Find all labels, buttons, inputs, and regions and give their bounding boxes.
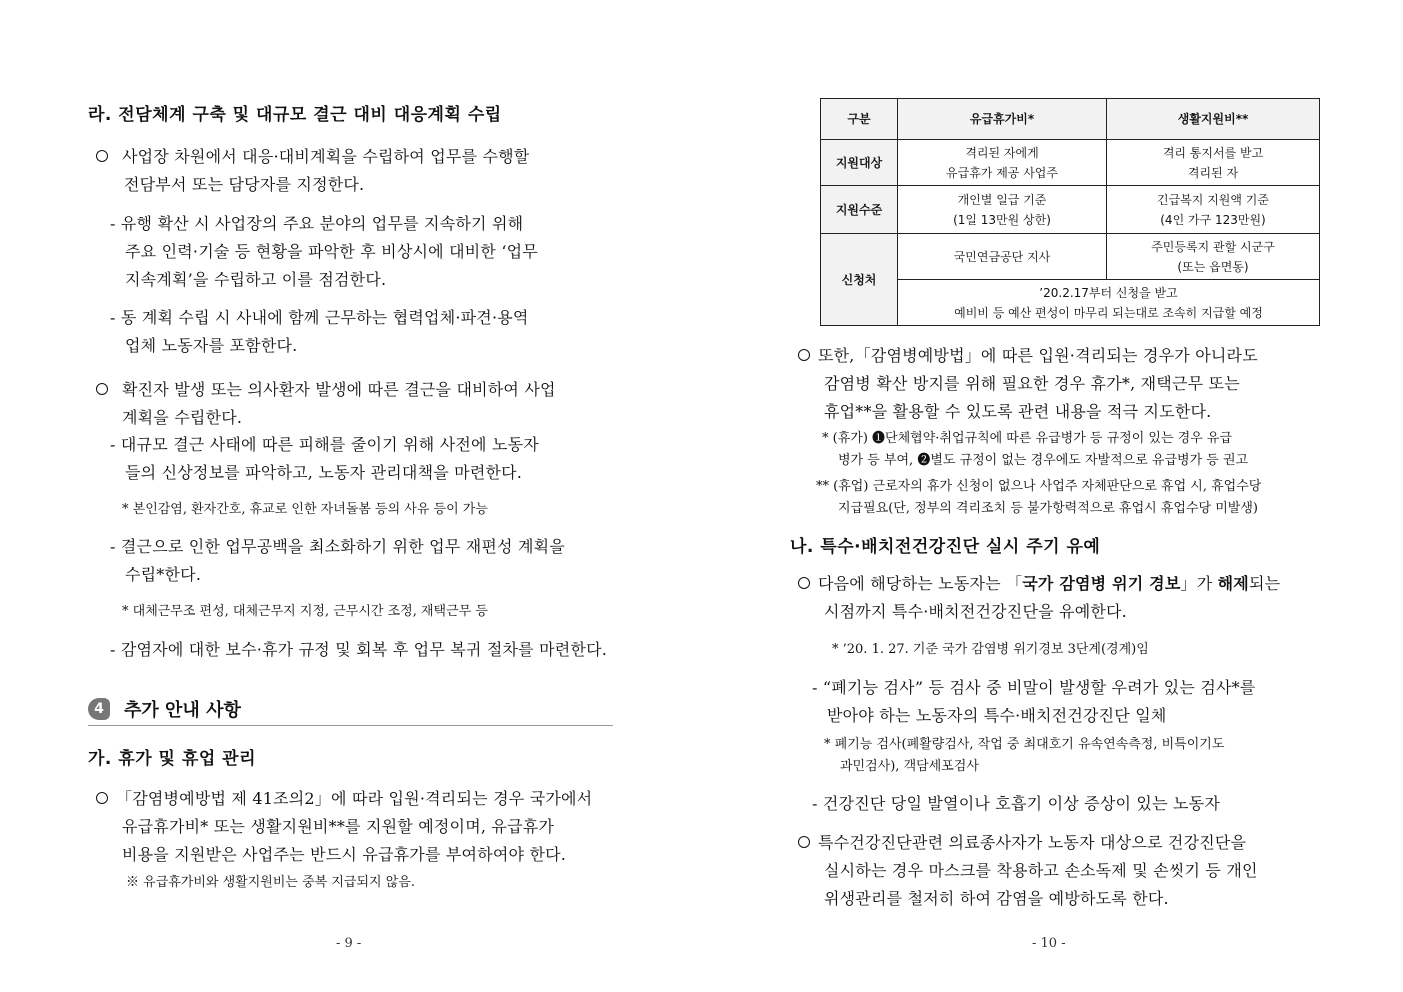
- table-cell: 격리 통지서를 받고 격리된 자: [1107, 140, 1320, 186]
- table-header-paid-leave: 유급휴가비*: [898, 99, 1107, 140]
- table-row-label: 신청처: [821, 234, 898, 326]
- d3-line1: - 대규모 결근 사태에 따른 피해를 줄이기 위해 사전에 노동자: [110, 435, 539, 454]
- r-p3-line1: 특수건강진단관련 의료종사자가 노동자 대상으로 건강진단을: [818, 833, 1247, 852]
- d1-line3: 지속계획’을 수립하고 이를 점검한다.: [125, 270, 387, 289]
- table-cell: 주민등록지 관할 시군구 (또는 읍면동): [1107, 234, 1320, 280]
- note-lung-line1: * 폐기능 검사(폐활량검사, 작업 중 최대호기 유속연속측정, 비특이기도: [824, 737, 1225, 752]
- d2-line1: - 동 계획 수립 시 사내에 함께 근무하는 협력업체·파견·용역: [110, 308, 529, 327]
- r-p3-line3: 위생관리를 철저히 하여 감염을 예방하도록 한다.: [824, 889, 1169, 908]
- table-header-category: 구분: [821, 99, 898, 140]
- table-cell: 국민연금공단 지사: [898, 234, 1107, 280]
- p3-line1: 「감염병예방법 제 41조의2」에 따라 입원·격리되는 경우 국가에서: [116, 789, 593, 808]
- d4-line2: 수립*한다.: [125, 565, 202, 584]
- d3-line2: 들의 신상정보를 파악하고, 노동자 관리대책을 마련한다.: [125, 463, 523, 482]
- table-cell: 격리된 자에게 유급휴가 제공 사업주: [898, 140, 1107, 186]
- paragraph-r2: [798, 570, 1280, 626]
- paragraph-1: [96, 143, 529, 199]
- section-na-title: 나. 특수·배치전건강진단 실시 주기 유예: [790, 537, 1101, 557]
- dash-item-r2: - 건강진단 당일 발열이나 호흡기 이상 증상이 있는 노동자: [812, 794, 1220, 813]
- section-ga-title: 가. 휴가 및 휴업 관리: [88, 749, 257, 769]
- note-lung: [824, 734, 1224, 778]
- support-table: [820, 98, 1320, 326]
- alert-level-emphasis: 국가 감염병 위기 경보: [1022, 574, 1181, 593]
- p1-line1: 사업장 차원에서 대응·대비계획을 수립하여 업무를 수행할: [122, 147, 530, 166]
- note-closure: [816, 476, 1261, 520]
- table-cell: ’20.2.17부터 신청을 받고 예비비 등 예산 편성이 마무리 되는대로 조속히 지급할 예정: [898, 280, 1320, 326]
- left-page: [0, 0, 701, 992]
- r-p2-text: 」가: [1180, 574, 1218, 593]
- note-2: * 대체근무조 편성, 대체근무지 지정, 근무시간 조정, 재택근무 등: [122, 604, 488, 619]
- d4-line1: - 결근으로 인한 업무공백을 최소화하기 위한 업무 재편성 계획을: [110, 537, 565, 556]
- dash-item-2: [110, 304, 529, 360]
- p2-line1: 확진자 발생 또는 의사환자 발생에 따른 결근을 대비하여 사업: [122, 380, 556, 399]
- table-cell: 긴급복지 지원액 기준 (4인 가구 123만원): [1107, 186, 1320, 234]
- note-alert: * ’20. 1. 27. 기준 국가 감염병 위기경보 3단계(경계)임: [832, 642, 1149, 657]
- r-p1-line1: 또한,「감염병예방법」에 따른 입원·격리되는 경우가 아니라도: [818, 346, 1258, 365]
- r-d1-line2: 받아야 하는 노동자의 특수·배치전건강진단 일체: [827, 706, 1167, 725]
- r-d1-line1: - “폐기능 검사” 등 검사 중 비말이 발생할 우려가 있는 검사*를: [812, 678, 1256, 697]
- table-cell: 개인별 일급 기준 (1일 13만원 상한): [898, 186, 1107, 234]
- dash-item-5: - 감염자에 대한 보수·휴가 규정 및 회복 후 업무 복귀 절차를 마련한다.: [110, 640, 608, 659]
- note-closure-line1: ** (휴업) 근로자의 휴가 신청이 없으나 사업주 자체판단으로 휴업 시, 휴업수당: [816, 479, 1262, 494]
- r-p2-text: 다음에 해당하는 노동자는 「: [818, 574, 1023, 593]
- dash-item-3: [110, 431, 539, 487]
- table-row-label: 지원수준: [821, 186, 898, 234]
- paragraph-2: [96, 376, 556, 432]
- section-ra-title: 라. 전담체계 구축 및 대규모 결근 대비 대응계획 수립: [88, 105, 502, 125]
- table-row-label: 지원대상: [821, 140, 898, 186]
- note-3: ※ 유급휴가비와 생활지원비는 중복 지급되지 않음.: [126, 875, 415, 890]
- dash-item-r1: [812, 674, 1256, 730]
- page-number: - 9 -: [336, 936, 362, 951]
- p2-line2: 계획을 수립한다.: [122, 408, 243, 427]
- note-1: * 본인감염, 환자간호, 휴교로 인한 자녀돌봄 등의 사유 등이 가능: [122, 502, 488, 517]
- note-vacation-line2: 병가 등 부여, ❷별도 규정이 없는 경우에도 자발적으로 유급병가 등 권고: [838, 453, 1249, 468]
- bullet-circle-icon: [798, 349, 810, 361]
- paragraph-r1: [798, 342, 1258, 426]
- p3-line3: 비용을 지원받은 사업주는 반드시 유급휴가를 부여하여야 한다.: [122, 845, 567, 864]
- table-header-living-support: 생활지원비**: [1107, 99, 1320, 140]
- r-p3-line2: 실시하는 경우 마스크를 착용하고 손소독제 및 손씻기 등 개인: [824, 861, 1258, 880]
- bullet-circle-icon: [96, 383, 108, 395]
- paragraph-3: [96, 785, 592, 869]
- note-closure-line2: 지급필요(단, 정부의 격리조치 등 불가항력적으로 휴업시 휴업수당 미발생): [838, 501, 1258, 516]
- right-page: [702, 0, 1403, 992]
- r-p2-line2: 시점까지 특수·배치전건강진단을 유예한다.: [824, 602, 1127, 621]
- r-p1-line3: 휴업**을 활용할 수 있도록 관련 내용을 적극 지도한다.: [824, 402, 1212, 421]
- d1-line1: - 유행 확산 시 사업장의 주요 분야의 업무를 지속하기 위해: [110, 214, 524, 233]
- p1-line2: 전담부서 또는 담당자를 지정한다.: [124, 175, 365, 194]
- r-p1-line2: 감염병 확산 방지를 위해 필요한 경우 휴가*, 재택근무 또는: [824, 374, 1240, 393]
- bullet-circle-icon: [798, 836, 810, 848]
- dash-item-4: [110, 533, 565, 589]
- bullet-circle-icon: [96, 792, 108, 804]
- r-p2-text: 되는: [1248, 574, 1281, 593]
- section-number-badge: 4: [88, 698, 110, 720]
- bullet-circle-icon: [798, 577, 810, 589]
- release-emphasis: 해제: [1217, 574, 1249, 593]
- page-number: - 10 -: [1032, 936, 1066, 951]
- bullet-circle-icon: [96, 150, 108, 162]
- dash-item-1: [110, 210, 538, 294]
- title-underline: [88, 725, 613, 726]
- extra-info-title: 추가 안내 사항: [124, 700, 241, 721]
- paragraph-r3: [798, 829, 1258, 913]
- d2-line2: 업체 노동자를 포함한다.: [125, 336, 298, 355]
- note-vacation-line1: * (휴가) ❶단체협약·취업규칙에 따른 유급병가 등 규정이 있는 경우 유급: [822, 431, 1233, 446]
- d1-line2: 주요 인력·기술 등 현황을 파악한 후 비상시에 대비한 ‘업무: [125, 242, 538, 261]
- p3-line2: 유급휴가비* 또는 생활지원비**를 지원할 예정이며, 유급휴가: [122, 817, 555, 836]
- note-vacation: [822, 428, 1248, 472]
- note-lung-line2: 과민검사), 객담세포검사: [840, 759, 979, 774]
